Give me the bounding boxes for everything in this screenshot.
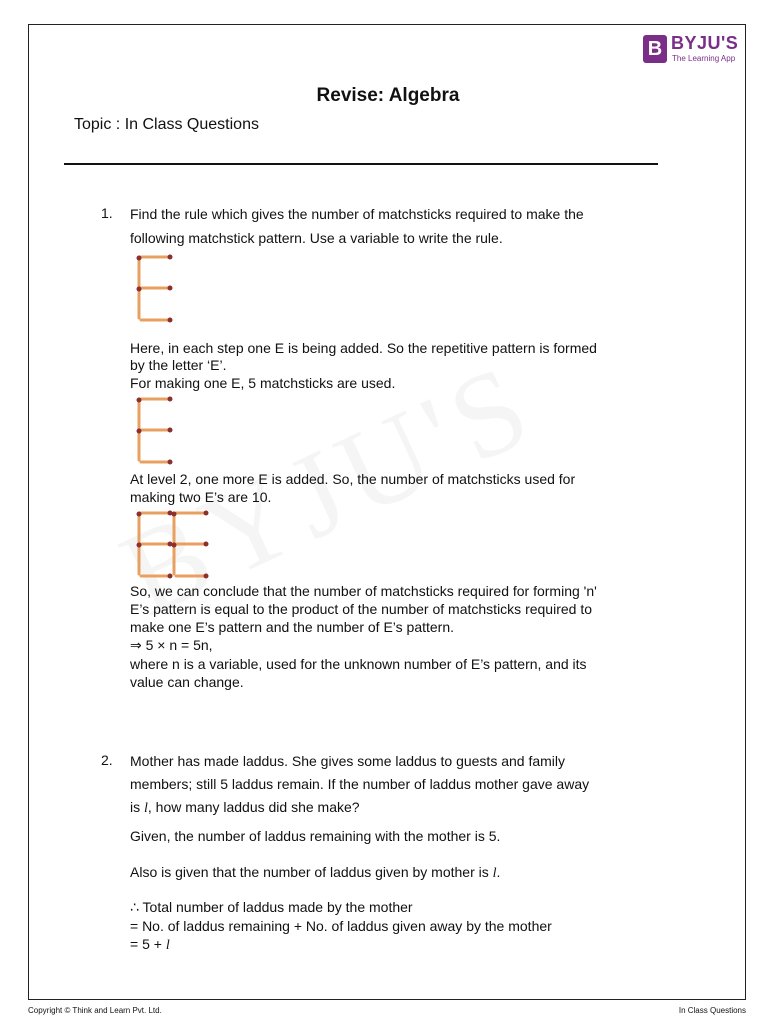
page-title: Revise: Algebra (316, 85, 460, 106)
q1-conclusion-line6: value can change. (130, 674, 244, 690)
variable-l: l (165, 938, 170, 953)
matchstick-e-figure-1 (130, 252, 190, 326)
logo-mark: B (643, 35, 667, 63)
footer-copyright: Copyright © Think and Learn Pvt. Ltd. (28, 1006, 162, 1015)
matchstick-ee-figure (130, 508, 220, 582)
q2-total-line1: ∴ Total number of laddus made by the mother (130, 899, 413, 915)
q2-total-line2: = No. of laddus remaining + No. of laddus given away by the mother (130, 918, 552, 934)
q1-line1: Find the rule which gives the number of matchsticks required to make the (130, 206, 584, 222)
q1-explanation-line1: Here, in each step one E is being added. So the repetitive pattern is formed (130, 340, 597, 356)
q1-explanation-line2: by the letter ‘E’. (130, 357, 227, 373)
q2-line2: members; still 5 laddus remain. If the number of laddus mother gave away (130, 776, 590, 792)
footer-label: In Class Questions (678, 1006, 746, 1015)
q1-conclusion-line1: So, we can conclude that the number of matchsticks required for forming 'n' (130, 583, 597, 599)
variable-l: l (492, 866, 497, 881)
q1-equation: ⇒ 5 × n = 5n, (130, 637, 213, 653)
q2-line3: is l, how many laddus did she make? (130, 799, 360, 816)
q1-explanation-line3: For making one E, 5 matchsticks are used. (130, 375, 396, 391)
q2-total-line3: = 5 + l (130, 936, 170, 953)
q1-conclusion-line3: make one E’s pattern and the number of E’s pattern. (130, 619, 455, 635)
q2-number: 2. (101, 752, 113, 768)
q1-line2: following matchstick pattern. Use a variable to write the rule. (130, 230, 503, 246)
q1-conclusion-line2: E’s pattern is equal to the product of the number of matchsticks required to (130, 601, 592, 617)
variable-l: l (144, 801, 148, 816)
q1-number: 1. (101, 205, 113, 221)
logo-tagline: The Learning App (672, 54, 736, 63)
q2-line1: Mother has made laddus. She gives some laddus to guests and family (130, 753, 566, 769)
byjus-logo (643, 33, 743, 67)
q1-level2-line2: making two E’s are 10. (130, 489, 272, 505)
q1-conclusion-line5: where n is a variable, used for the unknown number of E’s pattern, and its (130, 656, 587, 672)
q1-level2-line1: At level 2, one more E is added. So, the number of matchsticks used for (130, 471, 576, 487)
q2-given1: Given, the number of laddus remaining with the mother is 5. (130, 828, 501, 844)
q2-given2: Also is given that the number of laddus given by mother is l. (130, 864, 501, 881)
logo-name: BYJU'S (671, 33, 739, 53)
matchstick-e-figure-2 (130, 394, 190, 468)
topic-heading: Topic : In Class Questions (74, 116, 259, 133)
divider (64, 163, 658, 165)
